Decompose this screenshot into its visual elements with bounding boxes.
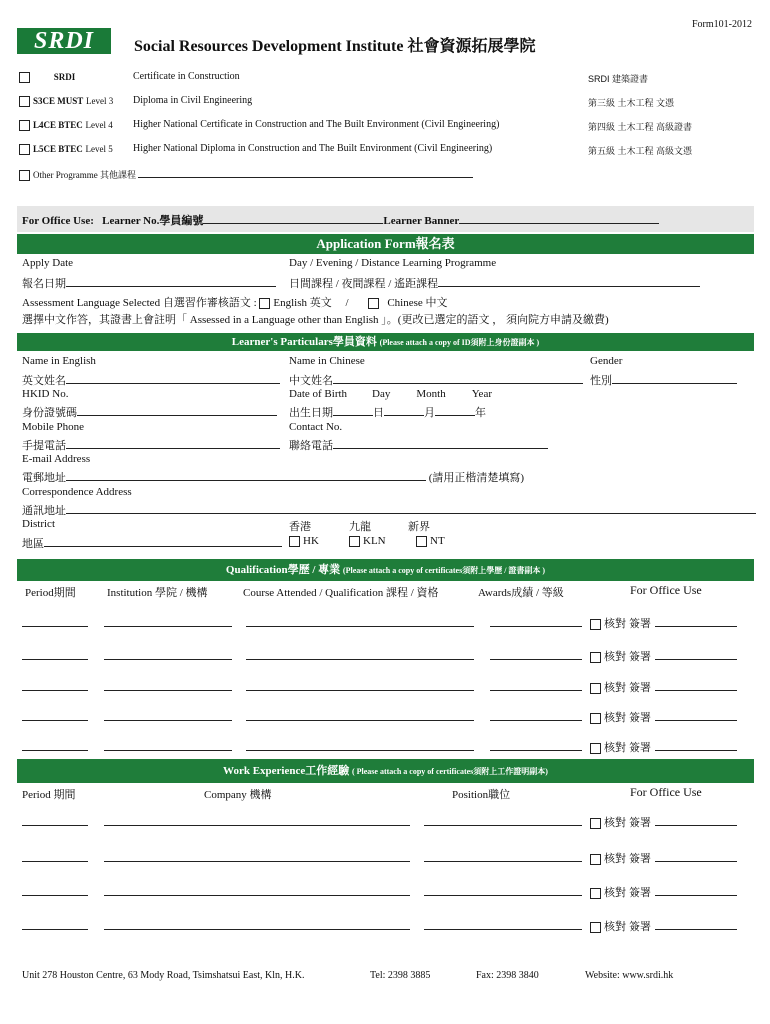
entry-field[interactable] <box>22 659 88 660</box>
verify-checkbox[interactable] <box>590 713 601 724</box>
entry-field[interactable] <box>490 690 582 691</box>
signature-field[interactable] <box>655 710 737 721</box>
page-title: Social Resources Development Institute 社會資源拓展學院 <box>134 38 536 55</box>
signature-field[interactable] <box>655 616 737 627</box>
programme-row: S3CE MUST Level 3 <box>19 95 113 107</box>
verify-checkbox[interactable] <box>590 683 601 694</box>
entry-field[interactable] <box>22 750 88 751</box>
language-selection: Assessment Language Selected 自選習作審核語文 : English 英文 / Chinese 中文 <box>22 297 448 309</box>
entry-field[interactable] <box>22 690 88 691</box>
entry-field[interactable] <box>104 825 410 826</box>
entry-field[interactable] <box>424 895 582 896</box>
entry-field[interactable] <box>104 720 232 721</box>
verify-sign-cell: 核對 簽署 <box>590 850 737 866</box>
verify-checkbox[interactable] <box>590 888 601 899</box>
signature-field[interactable] <box>655 815 737 826</box>
entry-field[interactable] <box>424 825 582 826</box>
verify-sign-cell: 核對 簽署 <box>590 679 737 695</box>
checkbox[interactable] <box>19 72 30 83</box>
footer-address: Unit 278 Houston Centre, 63 Mody Road, Tsimshatsui East, Kln, H.K. <box>22 970 305 981</box>
nt-checkbox[interactable] <box>416 536 427 547</box>
verify-sign-cell: 核對 簽署 <box>590 709 737 725</box>
verify-checkbox[interactable] <box>590 619 601 630</box>
english-name-field[interactable] <box>66 373 280 384</box>
entry-field[interactable] <box>490 750 582 751</box>
entry-field[interactable] <box>490 626 582 627</box>
entry-field[interactable] <box>104 895 410 896</box>
dob-day-field[interactable] <box>333 405 373 416</box>
programme-mode-field[interactable] <box>438 276 700 287</box>
programme-row: SRDI <box>19 71 75 83</box>
chinese-checkbox[interactable] <box>368 298 379 309</box>
verify-sign-cell: 核對 簽署 <box>590 648 737 664</box>
address-field[interactable] <box>66 503 756 514</box>
entry-field[interactable] <box>104 861 410 862</box>
english-checkbox[interactable] <box>259 298 270 309</box>
entry-field[interactable] <box>22 861 88 862</box>
signature-field[interactable] <box>655 649 737 660</box>
entry-field[interactable] <box>104 929 410 930</box>
entry-field[interactable] <box>22 720 88 721</box>
verify-checkbox[interactable] <box>590 652 601 663</box>
verify-sign-cell: 核對 簽署 <box>590 615 737 631</box>
contact-field[interactable] <box>333 438 548 449</box>
programme-row: L4CE BTEC Level 4 <box>19 119 113 131</box>
checkbox[interactable] <box>19 144 30 155</box>
entry-field[interactable] <box>22 929 88 930</box>
mobile-field[interactable] <box>66 438 280 449</box>
entry-field[interactable] <box>490 659 582 660</box>
footer-fax: Fax: 2398 3840 <box>476 970 539 981</box>
hkid-field[interactable] <box>77 405 277 416</box>
signature-field[interactable] <box>655 851 737 862</box>
qualification-banner: Qualification學歷 / 專業 (Please attach a copy of certificates須附上學歷 / 證書副本 ) <box>17 559 754 581</box>
particulars-banner: Learner's Particulars學員資料 (Please attach a copy of ID須附上身份證副本 ) <box>17 333 754 351</box>
application-banner: Application Form報名表 <box>17 234 754 254</box>
office-use-line: For Office Use: Learner No.學員編號 Learner Banner <box>22 212 659 228</box>
footer-website: Website: www.srdi.hk <box>585 970 674 981</box>
kln-checkbox[interactable] <box>349 536 360 547</box>
dob-year-field[interactable] <box>435 405 475 416</box>
other-programme-field[interactable] <box>138 167 473 178</box>
verify-sign-cell: 核對 簽署 <box>590 814 737 830</box>
other-programme-row: Other Programme 其他課程 <box>19 167 473 181</box>
verify-checkbox[interactable] <box>590 922 601 933</box>
entry-field[interactable] <box>246 690 474 691</box>
footer-tel: Tel: 2398 3885 <box>370 970 431 981</box>
learner-no-field[interactable] <box>203 213 383 224</box>
signature-field[interactable] <box>655 885 737 896</box>
entry-field[interactable] <box>490 720 582 721</box>
learner-banner-field[interactable] <box>459 213 659 224</box>
entry-field[interactable] <box>246 750 474 751</box>
entry-field[interactable] <box>246 720 474 721</box>
apply-date-field[interactable] <box>66 276 276 287</box>
entry-field[interactable] <box>424 929 582 930</box>
date-of-birth: 出生日期 日 月 年 <box>289 407 486 419</box>
checkbox[interactable] <box>19 120 30 131</box>
entry-field[interactable] <box>246 626 474 627</box>
hk-checkbox[interactable] <box>289 536 300 547</box>
verify-checkbox[interactable] <box>590 743 601 754</box>
srdi-logo: SRDI <box>17 28 111 54</box>
signature-field[interactable] <box>655 740 737 751</box>
verify-checkbox[interactable] <box>590 818 601 829</box>
work-banner: Work Experience工作經驗 ( Please attach a copy of certificates須附上工作證明副本) <box>17 759 754 783</box>
programme-row: L5CE BTEC Level 5 <box>19 143 113 155</box>
gender-field[interactable] <box>612 373 737 384</box>
form-number: Form101-2012 <box>692 19 752 30</box>
signature-field[interactable] <box>655 680 737 691</box>
checkbox[interactable] <box>19 170 30 181</box>
entry-field[interactable] <box>22 825 88 826</box>
entry-field[interactable] <box>22 626 88 627</box>
email-field[interactable] <box>66 470 426 481</box>
verify-sign-cell: 核對 簽署 <box>590 918 737 934</box>
verify-sign-cell: 核對 簽署 <box>590 739 737 755</box>
entry-field[interactable] <box>104 626 232 627</box>
verify-checkbox[interactable] <box>590 854 601 865</box>
entry-field[interactable] <box>104 690 232 691</box>
verify-sign-cell: 核對 簽署 <box>590 884 737 900</box>
entry-field[interactable] <box>424 861 582 862</box>
dob-month-field[interactable] <box>384 405 424 416</box>
chinese-name-field[interactable] <box>333 373 583 384</box>
entry-field[interactable] <box>104 750 232 751</box>
signature-field[interactable] <box>655 919 737 930</box>
entry-field[interactable] <box>104 659 232 660</box>
entry-field[interactable] <box>246 659 474 660</box>
entry-field[interactable] <box>22 895 88 896</box>
district-field[interactable] <box>44 536 282 547</box>
checkbox[interactable] <box>19 96 30 107</box>
